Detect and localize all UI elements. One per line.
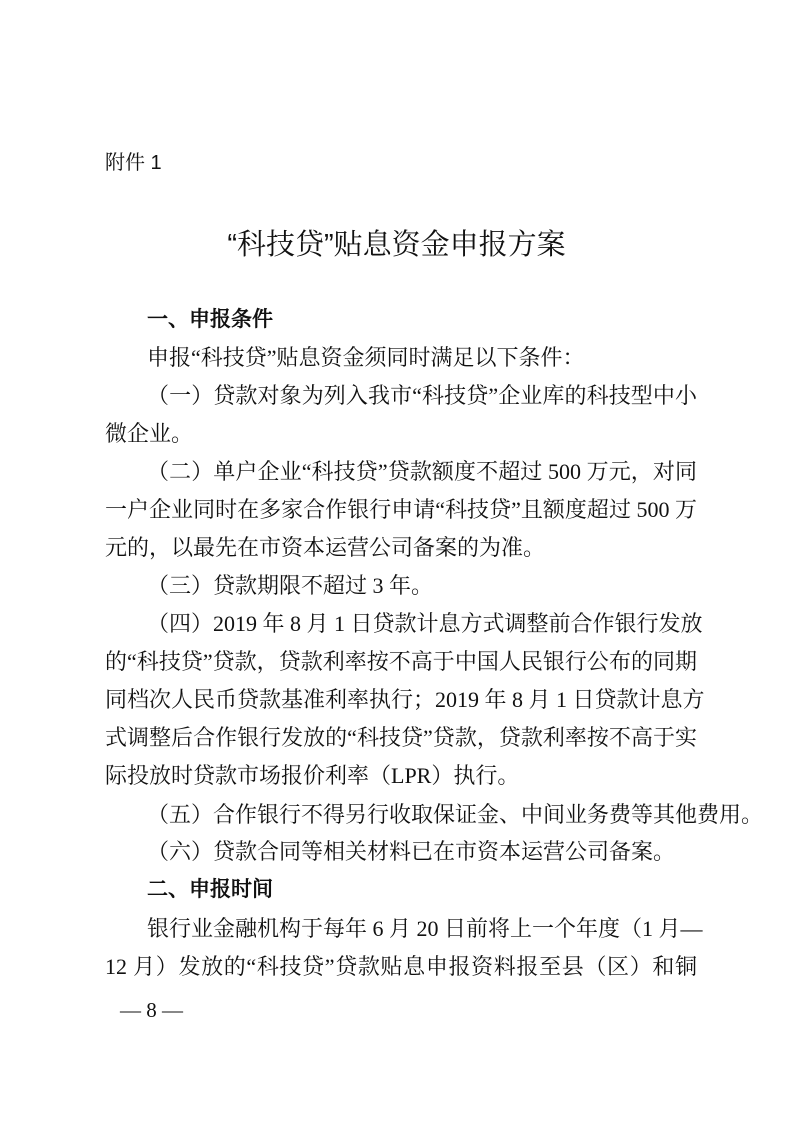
paragraph-line: 式调整后合作银行发放的“科技贷”贷款，贷款利率按不高于实 [105, 725, 697, 750]
paragraph-line: （三）贷款期限不超过 3 年。 [147, 573, 434, 598]
paragraph-line: （四）2019 年 8 月 1 日贷款计息方式调整前合作银行发放 [147, 611, 703, 636]
paragraph-line: 12 月）发放的“科技贷”贷款贴息申报资料报至县（区）和铜 [105, 954, 697, 979]
paragraph-line: 的“科技贷”贷款，贷款利率按不高于中国人民银行公布的同期 [105, 649, 697, 674]
paragraph-line: 申报“科技贷”贴息资金须同时满足以下条件： [147, 345, 585, 370]
paragraph-line: 同档次人民币贷款基准利率执行；2019 年 8 月 1 日贷款计息方 [105, 687, 705, 712]
paragraph-line: （二）单户企业“科技贷”贷款额度不超过 500 万元，对同 [147, 459, 697, 484]
section-heading: 二、申报时间 [147, 878, 273, 901]
paragraph-line: 元的，以最先在市资本运营公司备案的为准。 [105, 535, 546, 560]
paragraph-line: （一）贷款对象为列入我市“科技贷”企业库的科技型中小 [147, 383, 697, 408]
paragraph-line: 银行业金融机构于每年 6 月 20 日前将上一个年度（1 月— [147, 916, 703, 941]
page-number: — 8 — [120, 998, 183, 1022]
attachment-label: 附件 1 [105, 152, 162, 174]
paragraph-line: 微企业。 [105, 421, 194, 446]
paragraph-line: 际投放时贷款市场报价利率（LPR）执行。 [105, 763, 520, 788]
document-title: “科技贷”贴息资金申报方案 [227, 229, 566, 261]
paragraph-line: （五）合作银行不得另行收取保证金、中间业务费等其他费用。 [147, 802, 764, 827]
paragraph-line: 一户企业同时在多家合作银行申请“科技贷”且额度超过 500 万 [105, 497, 697, 522]
paragraph-line: （六）贷款合同等相关材料已在市资本运营公司备案。 [147, 839, 676, 864]
section-heading: 一、申报条件 [147, 308, 273, 331]
